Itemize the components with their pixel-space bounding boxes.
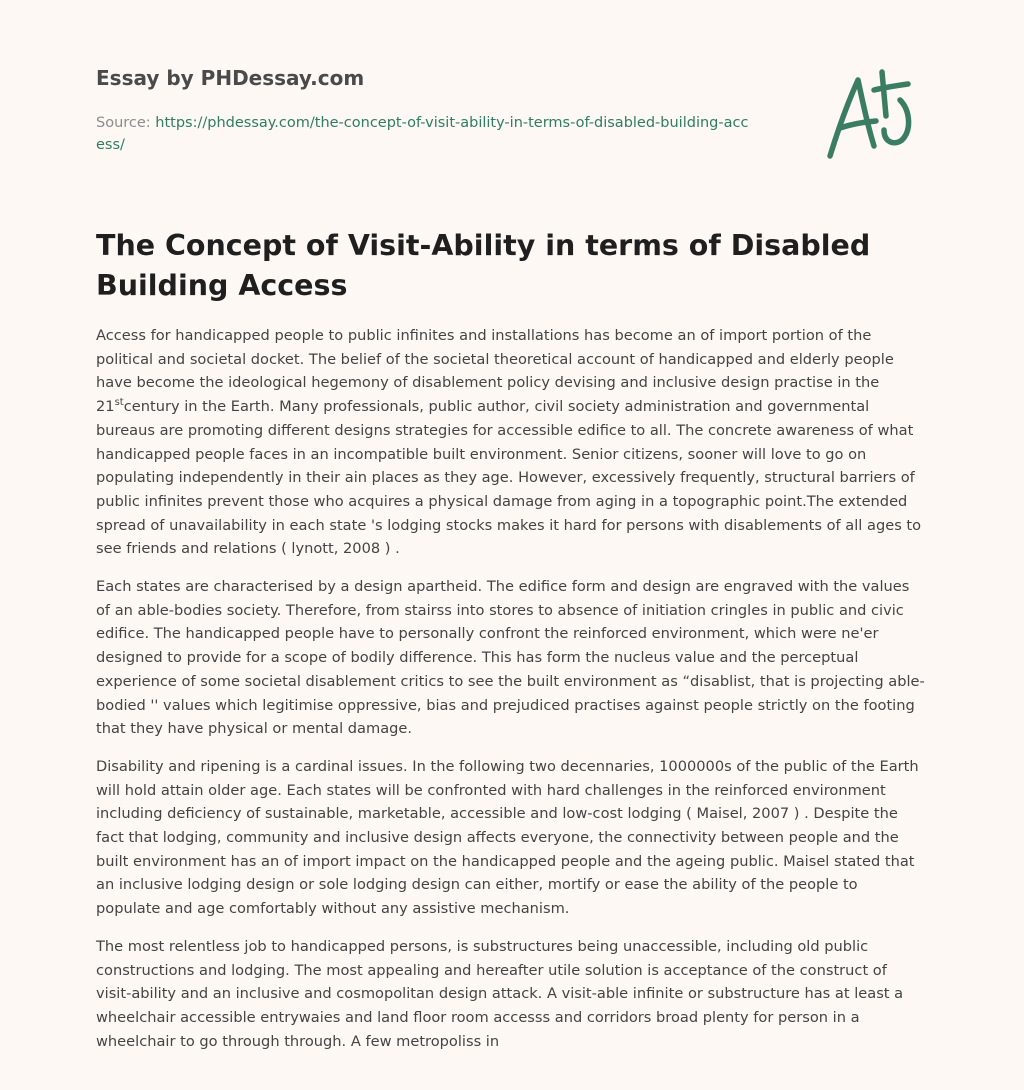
paragraph-4: The most relentless job to handicapped persons, is substructures being unaccessible, including old public constructions and lodging. The most appealing and hereafter utile solution is acceptance of the construct of visit-ability and an inclusive and cosmopolitan design attack. A visit-able infinite or substructure has at least a wheelchair accessible entrywaies and land floor room accesss and corridors broad plenty for person in a wheelchair to go through through. A few metropoliss in [96, 937, 904, 1050]
paragraph-1 [96, 324, 926, 561]
source-line [96, 112, 756, 156]
ordinal-suffix: st [114, 397, 124, 409]
a-plus-grade-icon [826, 68, 926, 164]
paragraph-3: Disability and ripening is a cardinal issues. In the following two decennaries, 1000000s of the public of the Earth will hold attain older age. Each states will be confronted with hard challenges in the reinforced environment including deficiency of sustainable, marketable, accessible and low-cost lodging ( Maisel, 2007 ) . Despite the fact that lodging, community and inclusive design affects everyone, the connectivity between people and the built environment has an of import impact on the handicapped people and the ageing public. Maisel stated that an inclusive lodging design or sole lodging design can either, mortify or ease the ability of the people to populate and age comfortably without any assistive mechanism. [96, 757, 919, 918]
paragraph-2: Each states are characterised by a design apartheid. The edifice form and design are engraved with the values of an able-bodies society. Therefore, from stairss into stores to absence of initiation cringles in public and civic edifice. The handicapped people have to personally confront the reinforced environment, which were ne'er designed to provide for a scope of bodily difference. This has form the nucleus value and the perceptual experience of some societal disablement critics to see the built environment as “disablist, that is projecting able-bodied '' values which legitimise oppressive, bias and prejudiced practises against people strictly on the footing that they have physical or mental damage. [96, 578, 925, 738]
essay-title: The Concept of Visit-Ability in terms of Disabled Building Access [96, 229, 871, 302]
source-label: Source: [96, 115, 156, 131]
essay-body [96, 324, 926, 1067]
site-brand: Essay by PHDessay.com [96, 66, 365, 90]
paragraph-1-part-a: Access for handicapped people to public infinites and installations has become an of import portion of the political and societal docket. The belief of the societal theoretical account of handicapped and elderly people have become the ideological hegemony of disablement policy devising and inclusive design practise in the 21 [96, 327, 894, 416]
paragraph-1-part-b: century in the Earth. Many professionals, public author, civil society administration and governmental bureaus are promoting different designs strategies for accessible edifice to all. The concrete awareness of what handicapped people faces in an incompatible built environment. Senior citizens, sooner will love to go on populating independently in their ain places as they age. However, excessively frequently, structural barriers of public infinites prevent those who acquires a physical damage from aging in a topographic point.The extended spread of unavailability in each state 's lodging stocks makes it hard for persons with disablements of all ages to see friends and relations ( lynott, 2008 ) . [96, 398, 922, 558]
source-link[interactable]: https://phdessay.com/the-concept-of-visit-ability-in-terms-of-disabled-building-access/ [96, 115, 749, 153]
